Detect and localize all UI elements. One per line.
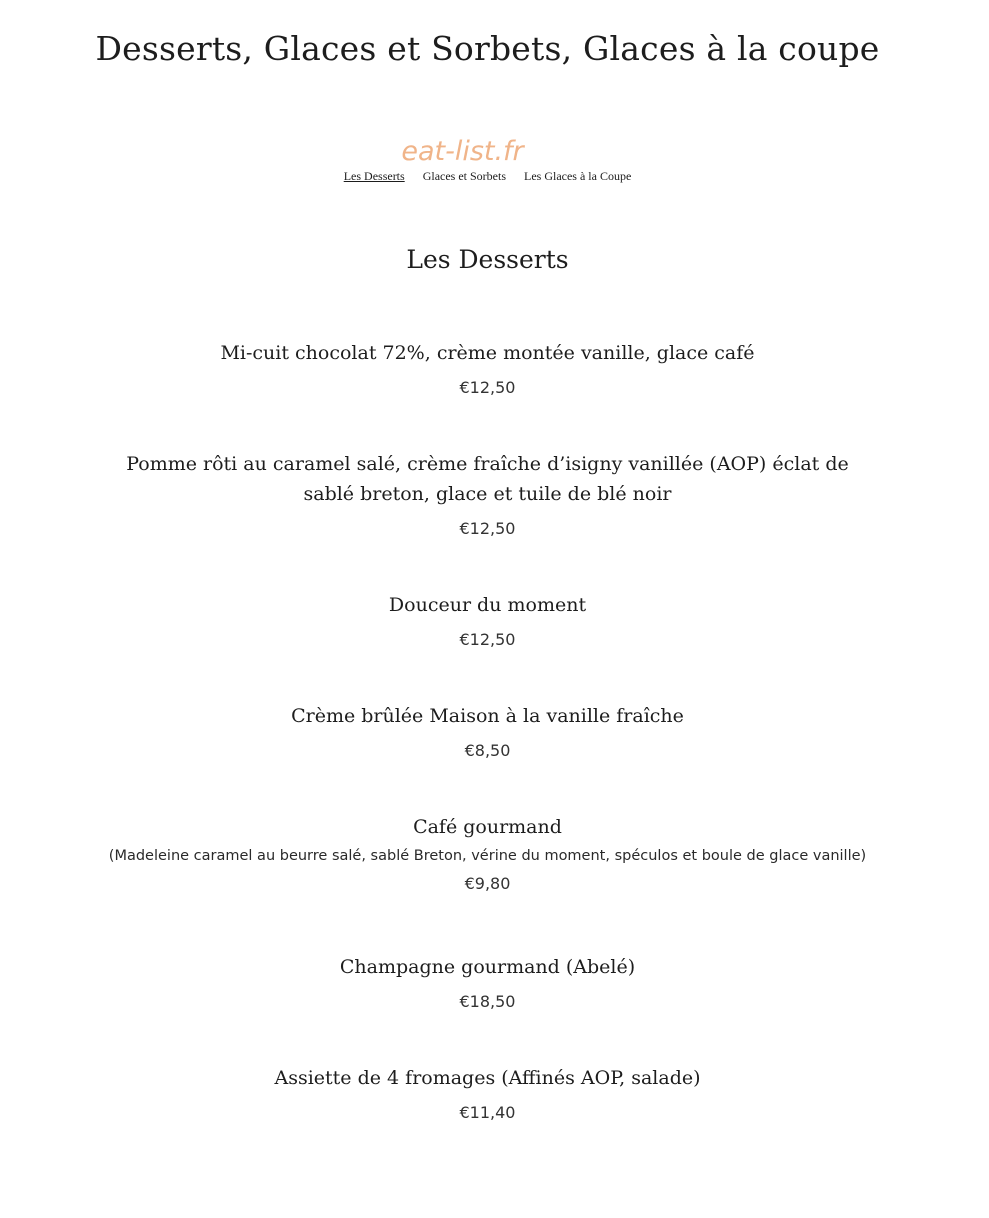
tab-glaces-et-sorbets[interactable]: Glaces et Sorbets (422, 169, 506, 183)
menu-item (100, 1063, 875, 1125)
item-name: Crème brûlée Maison à la vanille fraîche (291, 705, 684, 727)
item-name: Pomme rôti au caramel salé, crème fraîche d’isigny vanillée (AOP) éclat de sablé breton, glace et tuile de blé noir (126, 453, 849, 505)
menu-item (115, 449, 860, 541)
menu-item (100, 590, 875, 652)
menu-item (100, 701, 875, 763)
item-price: €8,50 (464, 741, 511, 760)
item-name: Champagne gourmand (Abelé) (339, 956, 636, 978)
item-name: Café gourmand (413, 816, 562, 838)
item-price: €12,50 (459, 630, 516, 649)
page-title: Desserts, Glaces et Sorbets, Glaces à la coupe (95, 29, 880, 68)
item-name: Douceur du moment (388, 594, 587, 616)
item-description: (Madeleine caramel au beurre salé, sablé Breton, vérine du moment, spéculos et boule de glace vanille) (108, 848, 867, 864)
menu-item (100, 338, 875, 400)
item-price: €9,80 (464, 874, 511, 893)
item-price: €12,50 (459, 378, 516, 397)
item-name: Mi-cuit chocolat 72%, crème montée vanille, glace café (220, 342, 755, 364)
item-name: Assiette de 4 fromages (Affinés AOP, salade) (274, 1067, 701, 1089)
menu-item (100, 812, 875, 896)
section-tabs (0, 168, 975, 184)
section-title: Les Desserts (406, 245, 569, 274)
item-price: €12,50 (459, 519, 516, 538)
item-price: €11,40 (459, 1103, 516, 1122)
tab-glaces-a-la-coupe[interactable]: Les Glaces à la Coupe (524, 169, 632, 183)
item-price: €18,50 (459, 992, 516, 1011)
tab-les-desserts[interactable]: Les Desserts (343, 169, 405, 183)
watermark-logo: eat-list.fr (401, 136, 524, 167)
menu-item (100, 952, 875, 1014)
